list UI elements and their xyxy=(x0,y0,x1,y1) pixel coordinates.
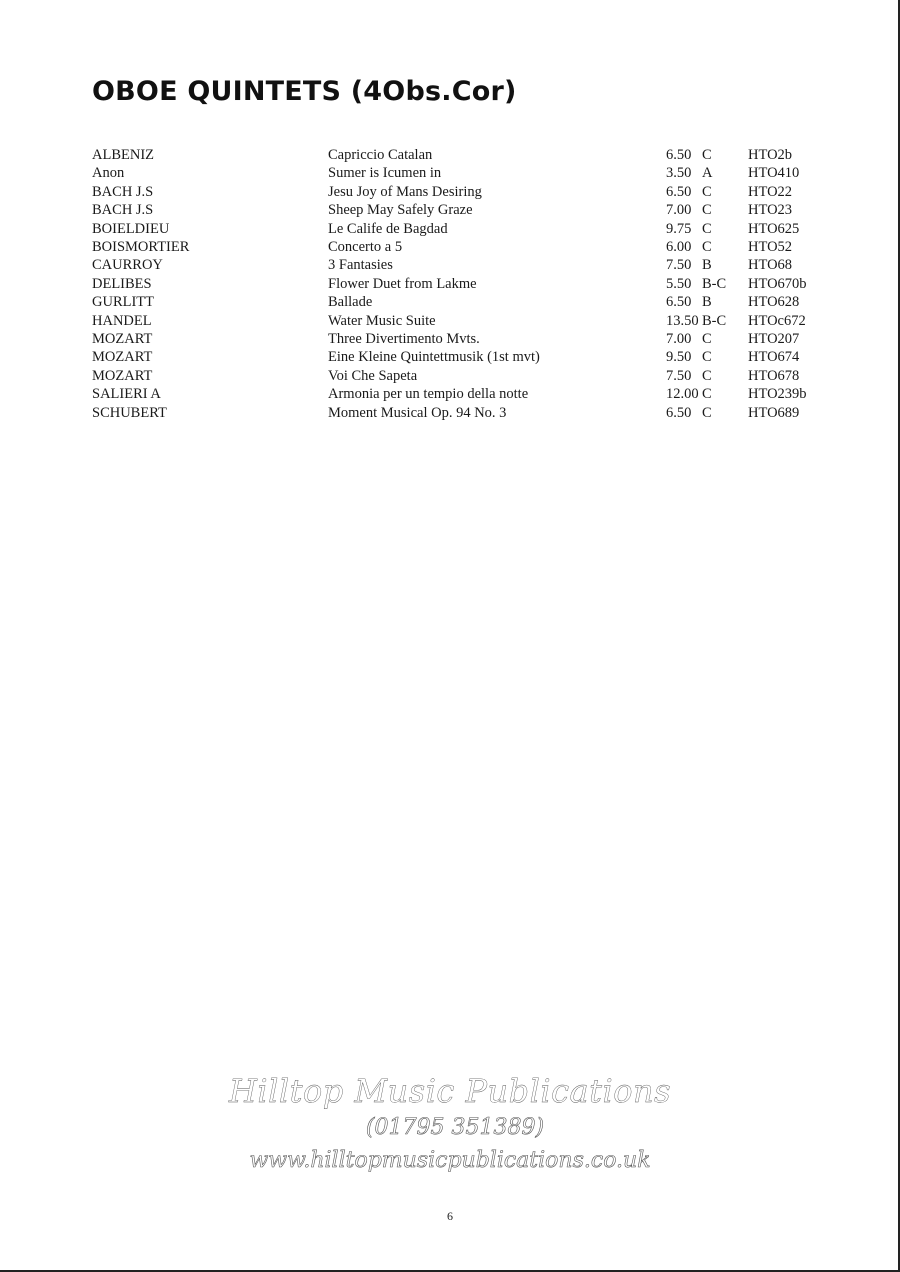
grade-cell: B xyxy=(702,257,712,274)
grade-cell: B xyxy=(702,294,712,311)
grade-cell: A xyxy=(702,165,713,182)
price-cell: 7.50 xyxy=(666,257,692,274)
grade-cell: C xyxy=(702,183,712,200)
code-cell: HTO674 xyxy=(748,349,800,366)
catalog-row xyxy=(92,385,832,403)
title-cell: Sumer is Icumen in xyxy=(328,165,442,182)
title-cell: Water Music Suite xyxy=(328,312,436,329)
code-cell: HTO670b xyxy=(748,275,807,292)
price-cell: 3.50 xyxy=(666,165,692,182)
composer-cell: DELIBES xyxy=(92,275,152,292)
grade-cell: B-C xyxy=(702,275,727,292)
grade-cell: C xyxy=(702,367,712,384)
catalog-row xyxy=(92,256,832,274)
composer-cell: GURLITT xyxy=(92,294,155,311)
title-cell: Flower Duet from Lakme xyxy=(328,275,477,292)
composer-cell: BACH J.S xyxy=(92,183,154,200)
catalog-row xyxy=(92,183,832,201)
title-cell: Jesu Joy of Mans Desiring xyxy=(328,183,482,200)
code-cell: HTO410 xyxy=(748,165,800,182)
title-cell: Three Divertimento Mvts. xyxy=(328,331,480,348)
composer-cell: MOZART xyxy=(92,331,153,348)
page-title: OBOE QUINTETS (4Obs.Cor) xyxy=(92,76,517,107)
grade-cell: C xyxy=(702,202,712,219)
catalog-row xyxy=(92,164,832,182)
composer-cell: MOZART xyxy=(92,349,153,366)
composer-cell: ALBENIZ xyxy=(92,147,155,163)
price-cell: 13.50 xyxy=(666,312,699,329)
composer-cell: SCHUBERT xyxy=(92,404,167,421)
price-cell: 6.50 xyxy=(666,147,692,163)
publisher-logo xyxy=(0,1070,900,1178)
catalog-row xyxy=(92,238,832,256)
price-cell: 9.75 xyxy=(666,220,692,237)
composer-cell: Anon xyxy=(92,165,125,182)
code-cell: HTO2b xyxy=(748,147,793,163)
catalog-row xyxy=(92,293,832,311)
catalog-body xyxy=(92,146,832,422)
composer-cell: HANDEL xyxy=(92,312,152,329)
composer-cell: SALIERI A xyxy=(92,386,161,403)
code-cell: HTO23 xyxy=(748,202,793,219)
code-cell: HTO628 xyxy=(748,294,800,311)
price-cell: 6.50 xyxy=(666,404,692,421)
publisher-website[interactable]: www.hilltopmusicpublications.co.uk xyxy=(249,1148,651,1173)
catalog-row xyxy=(92,404,832,422)
price-cell: 6.50 xyxy=(666,183,692,200)
price-cell: 7.00 xyxy=(666,331,692,348)
catalog-row xyxy=(92,312,832,330)
price-cell: 6.00 xyxy=(666,239,692,256)
catalog-row xyxy=(92,201,832,219)
page-number: 6 xyxy=(447,1209,453,1223)
title-cell: Sheep May Safely Graze xyxy=(328,202,473,219)
catalog-row xyxy=(92,348,832,366)
grade-cell: C xyxy=(702,349,712,366)
code-cell: HTO22 xyxy=(748,183,793,200)
composer-cell: BOISMORTIER xyxy=(92,239,190,256)
code-cell: HTOc672 xyxy=(748,312,806,329)
catalog-row xyxy=(92,220,832,238)
code-cell: HTO689 xyxy=(748,404,800,421)
price-cell: 12.00 xyxy=(666,386,699,403)
title-cell: Le Calife de Bagdad xyxy=(328,220,448,237)
code-cell: HTO678 xyxy=(748,367,800,384)
title-cell: Ballade xyxy=(328,294,373,311)
price-cell: 7.50 xyxy=(666,367,692,384)
publisher-name: Hilltop Music Publications xyxy=(229,1072,671,1110)
composer-cell: CAURROY xyxy=(92,257,163,274)
grade-cell: B-C xyxy=(702,312,727,329)
price-cell: 9.50 xyxy=(666,349,692,366)
catalog-row xyxy=(92,146,832,164)
title-cell: 3 Fantasies xyxy=(328,257,393,274)
grade-cell: C xyxy=(702,220,712,237)
composer-cell: BACH J.S xyxy=(92,202,154,219)
code-cell: HTO239b xyxy=(748,386,807,403)
title-cell: Eine Kleine Quintettmusik (1st mvt) xyxy=(328,349,540,366)
price-cell: 7.00 xyxy=(666,202,692,219)
price-cell: 6.50 xyxy=(666,294,692,311)
catalog-table xyxy=(92,146,832,422)
catalog-row xyxy=(92,275,832,293)
code-cell: HTO68 xyxy=(748,257,793,274)
grade-cell: C xyxy=(702,404,712,421)
publisher-phone: (01795 351389) xyxy=(365,1115,545,1140)
grade-cell: C xyxy=(702,386,712,403)
title-cell: Moment Musical Op. 94 No. 3 xyxy=(328,404,507,421)
composer-cell: BOIELDIEU xyxy=(92,220,170,237)
grade-cell: C xyxy=(702,147,712,163)
code-cell: HTO207 xyxy=(748,331,800,348)
title-cell: Capriccio Catalan xyxy=(328,147,433,163)
title-cell: Armonia per un tempio della notte xyxy=(328,386,529,403)
price-cell: 5.50 xyxy=(666,275,692,292)
title-cell: Concerto a 5 xyxy=(328,239,403,256)
catalog-row xyxy=(92,367,832,385)
code-cell: HTO52 xyxy=(748,239,793,256)
code-cell: HTO625 xyxy=(748,220,800,237)
grade-cell: C xyxy=(702,239,712,256)
composer-cell: MOZART xyxy=(92,367,153,384)
title-cell: Voi Che Sapeta xyxy=(328,367,418,384)
catalog-row xyxy=(92,330,832,348)
grade-cell: C xyxy=(702,331,712,348)
